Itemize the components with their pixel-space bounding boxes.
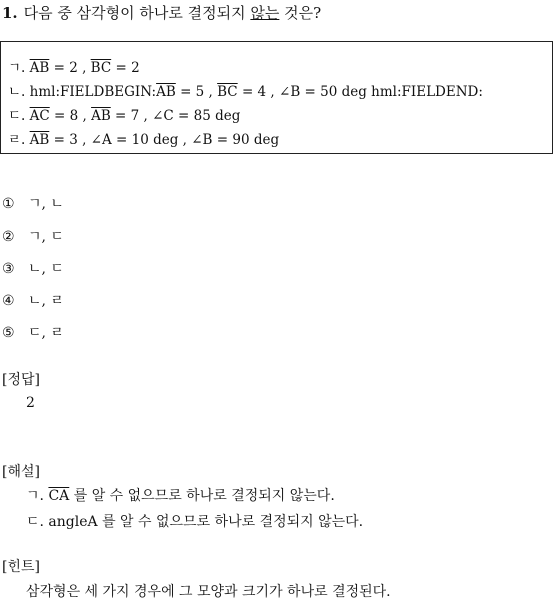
choice-text: ㄱ, ㄷ (28, 229, 64, 245)
condition-text: = 3 , ∠A = 10 deg , ∠B = 90 deg (49, 132, 280, 148)
question-underlined-word: 않는 (250, 4, 280, 22)
conditions-box (0, 41, 553, 154)
choice-mark: ⑤ (2, 325, 15, 341)
choice-5[interactable] (2, 322, 64, 342)
question-title (2, 2, 321, 23)
condition-2 (8, 80, 483, 100)
question-text-after: 것은? (279, 4, 322, 22)
choice-text: ㄱ, ㄴ (28, 196, 64, 212)
choice-3[interactable] (2, 258, 64, 278)
segment-overline: $\overline{AB}$ (91, 108, 111, 124)
segment-overline: $\overline{BC}$ (90, 60, 112, 76)
segment-overline: $\overline{AB}$ (156, 84, 176, 100)
segment-overline: $\overline{AC}$ (29, 108, 50, 124)
segment-overline: $\overline{BC}$ (217, 84, 238, 100)
condition-prefix: ㄷ. (8, 108, 30, 124)
condition-3 (8, 104, 240, 124)
question-number: 1. (2, 4, 18, 22)
condition-4 (8, 128, 279, 148)
hint-heading: [힌트] (2, 559, 40, 575)
explanation-line-1 (26, 485, 335, 505)
choice-1[interactable] (2, 193, 64, 213)
segment-overline: $\overline{AB}$ (29, 60, 50, 76)
condition-text: = 4 , ∠B = 50 deg hml:FIELDEND: (237, 84, 483, 100)
condition-1 (8, 56, 140, 76)
choice-text: ㄴ, ㄹ (28, 293, 64, 309)
answer-value: 2 (26, 395, 35, 411)
answer-heading: [정답] (2, 372, 40, 388)
condition-text: = 8 , (49, 108, 92, 124)
explanation-line-1-prefix: ㄱ. (26, 488, 49, 504)
question-text-before: 다음 중 삼각형이 하나로 결정되지 (23, 4, 251, 22)
condition-text: = 2 (111, 60, 140, 76)
condition-prefix: ㄴ. (8, 84, 30, 100)
condition-text: hml:FIELDBEGIN: (29, 84, 157, 100)
choice-2[interactable] (2, 226, 64, 246)
explanation-heading: [해설] (2, 464, 40, 480)
explanation-segment-ca: $\overline{CA}$ (48, 488, 70, 504)
choice-text: ㄷ, ㄹ (28, 325, 64, 341)
hint-text: 삼각형은 세 가지 경우에 그 모양과 크기가 하나로 결정된다. (26, 584, 391, 600)
condition-text: = 2 , (49, 60, 91, 76)
explanation-line-2: ㄷ. angleA 를 알 수 없으므로 하나로 결정되지 않는다. (26, 514, 364, 530)
condition-prefix: ㄹ. (8, 132, 30, 148)
choice-4[interactable] (2, 290, 64, 310)
condition-text: = 7 , ∠C = 85 deg (110, 108, 241, 124)
choice-mark: ③ (2, 261, 15, 277)
condition-prefix: ㄱ. (8, 60, 30, 76)
condition-text: = 5 , (175, 84, 218, 100)
explanation-line-1-rest: 를 알 수 없으므로 하나로 결정되지 않는다. (69, 488, 335, 504)
choice-mark: ② (2, 229, 15, 245)
segment-overline: $\overline{AB}$ (29, 132, 50, 148)
choice-mark: ④ (2, 293, 15, 309)
choice-mark: ① (2, 196, 15, 212)
choice-text: ㄴ, ㄷ (28, 261, 64, 277)
